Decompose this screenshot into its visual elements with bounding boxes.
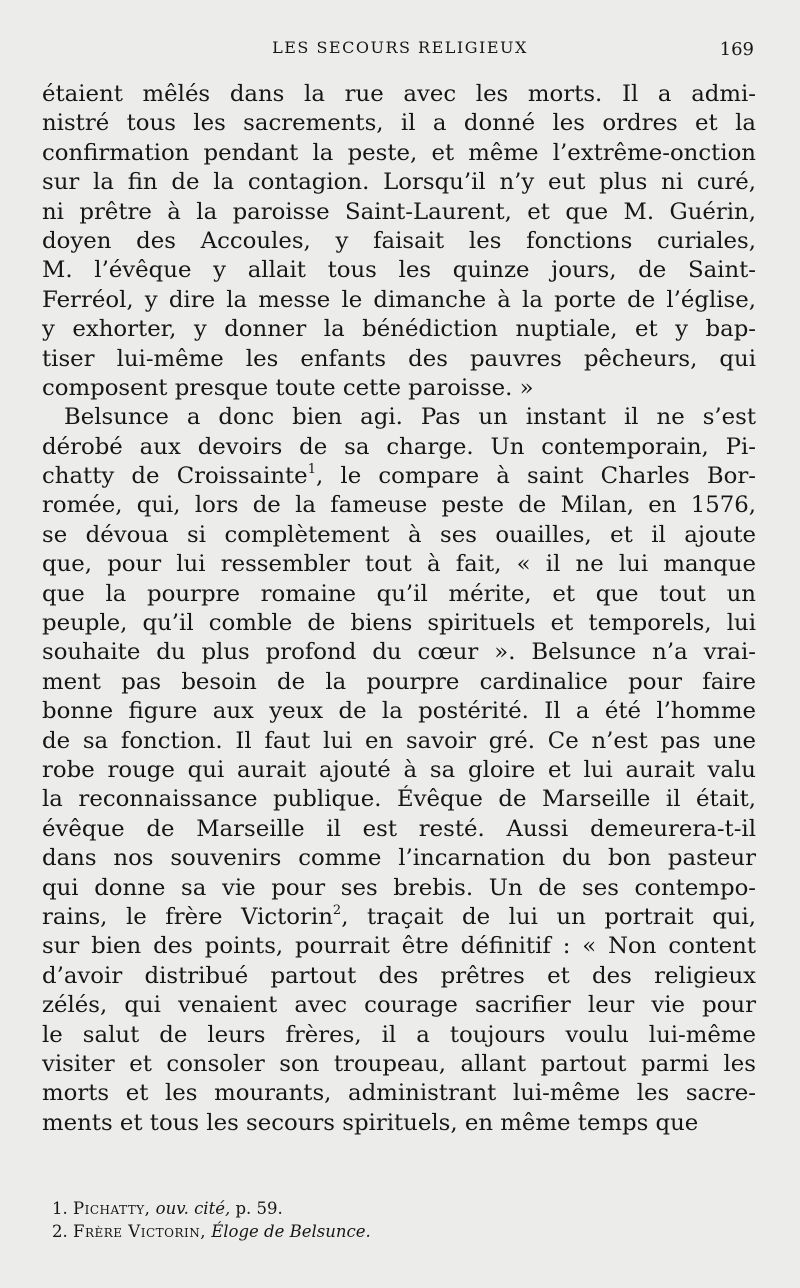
text-line: doyen des Accoules, y faisait les fonctions curiales, — [42, 227, 756, 254]
text-segment: chatty de Croissainte — [42, 463, 308, 490]
text-line: ment pas besoin de la pourpre cardinalice pour faire — [42, 668, 756, 695]
text-line: sur la fin de la contagion. Lorsqu’il n’y eut plus ni curé, — [42, 169, 756, 196]
page-header — [44, 38, 756, 64]
text-segment: rains, le frère Victorin — [42, 903, 333, 930]
text-line: de sa fonction. Il faut lui en savoir gré. Ce n’est pas une — [42, 727, 756, 754]
text-line: Ferréol, y dire la messe le dimanche à la porte de l’église, — [42, 286, 756, 313]
text-line: sur bien des points, pourrait être définitif : « Non content — [42, 933, 756, 960]
text-line: se dévoua si complètement à ses ouailles, et il ajoute — [42, 521, 756, 548]
footnote-number: 2. — [52, 1222, 68, 1241]
text-line: zélés, qui venaient avec courage sacrifier leur vie pour — [42, 992, 756, 1019]
footnote-author: Pichatty, — [73, 1199, 151, 1218]
text-line: bonne figure aux yeux de la postérité. Il a été l’homme — [42, 698, 756, 725]
footnote — [52, 1220, 752, 1243]
text-line: peuple, qu’il comble de biens spirituels et temporels, lui — [42, 610, 756, 637]
page-number: 169 — [719, 39, 754, 60]
text-line: morts et les mourants, administrant lui-même les sacre- — [42, 1080, 756, 1107]
text-line: tiser lui-même les enfants des pauvres pêcheurs, qui — [42, 345, 756, 372]
text-line: confirmation pendant la peste, et même l’extrême-onction — [42, 139, 756, 166]
running-title: LES SECOURS RELIGIEUX — [272, 38, 528, 57]
text-line: souhaite du plus profond du cœur ». Belsunce n’a vrai- — [42, 639, 756, 666]
text-line: robe rouge qui aurait ajouté à sa gloire et lui aurait valu — [42, 756, 756, 783]
text-line: ni prêtre à la paroisse Saint-Laurent, et que M. Guérin, — [42, 198, 756, 225]
text-line: dérobé aux devoirs de sa charge. Un contemporain, Pi- — [42, 433, 756, 460]
text-line: ments et tous les secours spirituels, en même temps que — [42, 1109, 699, 1136]
text-line: le salut de leurs frères, il a toujours voulu lui-même — [42, 1021, 756, 1048]
text-line: nistré tous les sacrements, il a donné les ordres et la — [42, 110, 756, 137]
footnote — [52, 1197, 752, 1220]
footnote-number: 1. — [52, 1199, 68, 1218]
text-line: qui donne sa vie pour ses brebis. Un de ses contempo- — [42, 874, 756, 901]
text-line: que la pourpre romaine qu’il mérite, et que tout un — [42, 580, 756, 607]
text-line: romée, qui, lors de la fameuse peste de Milan, en 1576, — [42, 492, 756, 519]
text-line: que, pour lui ressembler tout à fait, « il ne lui manque — [42, 551, 756, 578]
text-line — [42, 462, 756, 491]
footnote-reference: p. 59. — [235, 1199, 283, 1218]
text-line: étaient mêlés dans la rue avec les morts. Il a admi- — [42, 81, 756, 107]
footnote-marker[interactable]: 1 — [307, 462, 316, 478]
text-line — [42, 903, 756, 932]
text-line: dans nos souvenirs comme l’incarnation du bon pasteur — [42, 845, 756, 872]
text-line: d’avoir distribué partout des prêtres et des religieux — [42, 962, 756, 989]
body-text — [42, 80, 756, 1138]
text-line: composent presque toute cette paroisse. » — [42, 374, 534, 401]
text-line: la reconnaissance publique. Évêque de Marseille il était, — [42, 786, 756, 813]
footnote-work: Éloge de Belsunce. — [211, 1222, 371, 1241]
text-segment: , traçait de lui un portrait qui, — [341, 903, 757, 930]
text-line: Belsunce a donc bien agi. Pas un instant il ne s’est — [64, 404, 756, 431]
text-line: évêque de Marseille il est resté. Aussi demeurera-t-il — [42, 815, 756, 842]
footnote-work: ouv. cité, — [155, 1199, 231, 1218]
text-segment: , le compare à saint Charles Bor- — [315, 463, 756, 490]
text-line: visiter et consoler son troupeau, allant partout parmi les — [42, 1050, 756, 1077]
text-line: y exhorter, y donner la bénédiction nuptiale, et y bap- — [42, 316, 756, 343]
text-line: M. l’évêque y allait tous les quinze jours, de Saint- — [42, 257, 756, 284]
footnote-author: Frère Victorin, — [73, 1222, 206, 1241]
footnotes — [52, 1197, 752, 1243]
footnote-marker[interactable]: 2 — [332, 902, 342, 918]
